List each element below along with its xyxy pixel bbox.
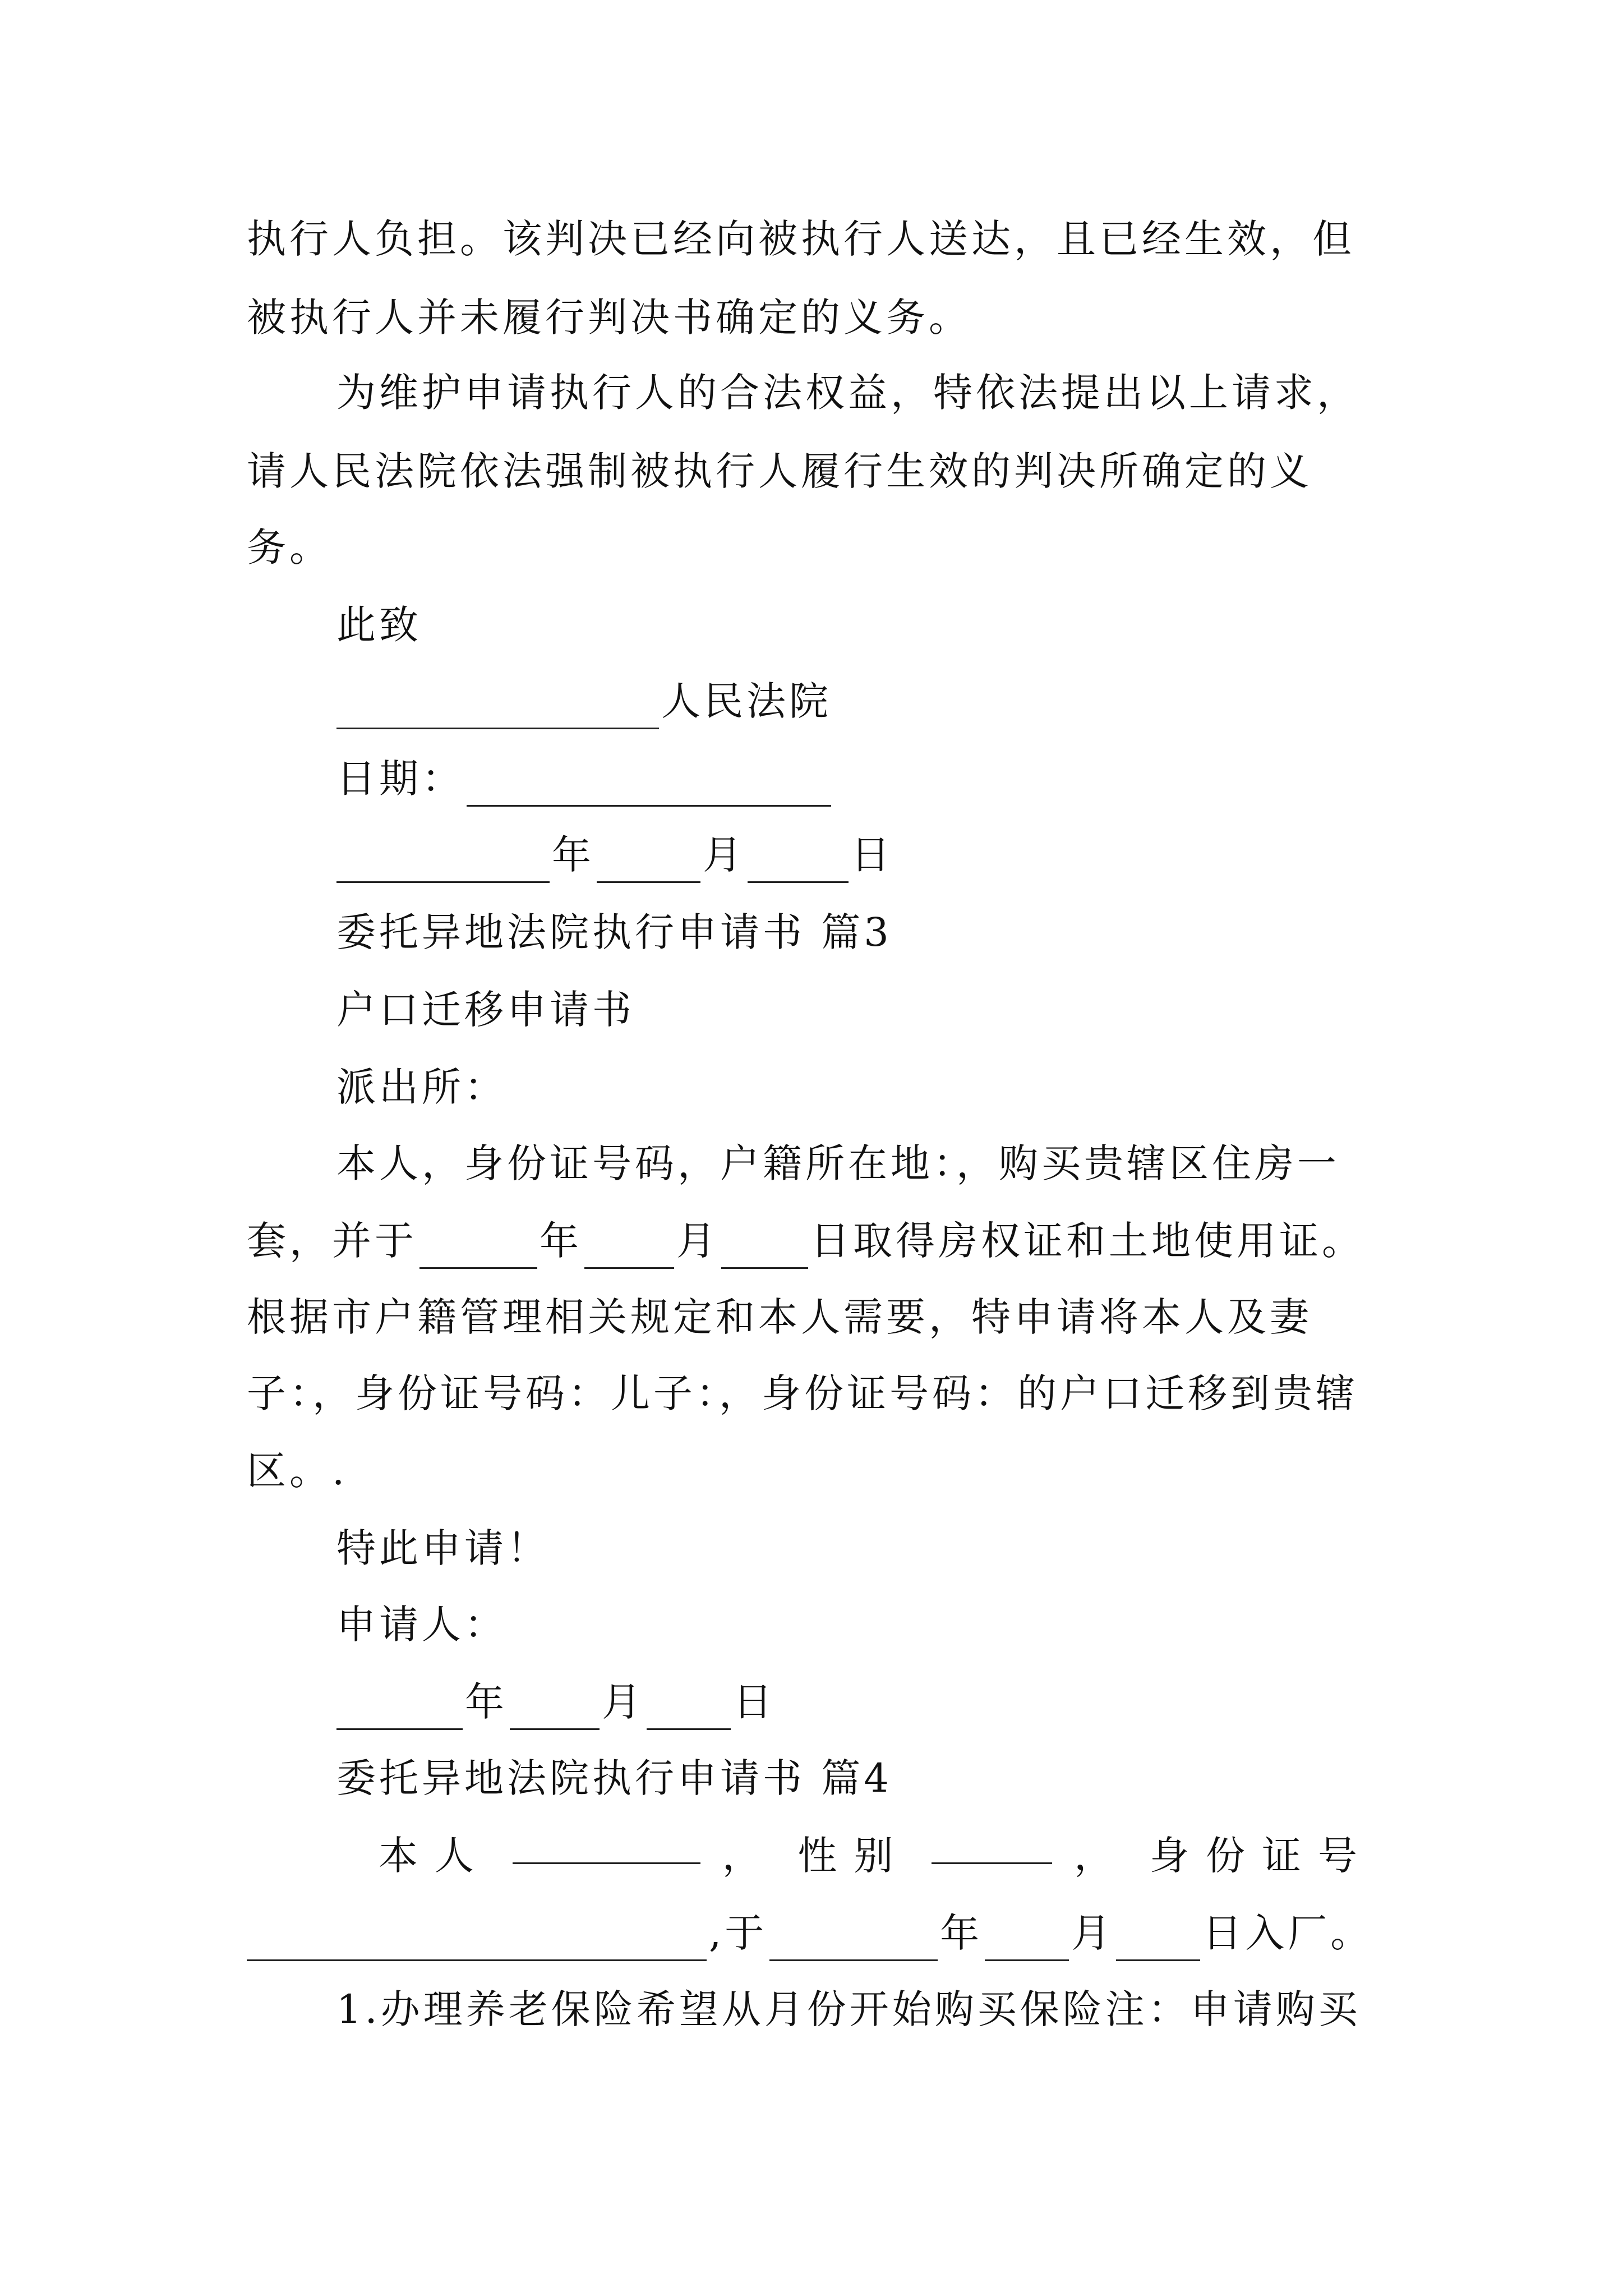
- paragraph-line: [336, 1135, 1374, 1191]
- text: 月: [703, 832, 745, 878]
- paragraph-line: [336, 1981, 1374, 2037]
- paragraph-line: [247, 289, 971, 346]
- section-heading: [336, 904, 892, 960]
- text: 1.办理养老保险希望从月份开始购买保险注：申请购买: [336, 1986, 1361, 2032]
- text: 执行人负担。该判决已经向被执行人送达，且已经生效，但: [247, 216, 1355, 262]
- paragraph-line: [379, 1828, 1374, 1884]
- closing: [336, 1520, 550, 1576]
- blank-day: [1116, 1925, 1200, 1961]
- text: 委托异地法院执行申请书 篇3: [336, 909, 892, 955]
- addressee: [336, 1059, 507, 1115]
- text: 日期：: [336, 756, 464, 802]
- text: 区。.: [247, 1448, 348, 1494]
- paragraph-line: [247, 211, 1374, 267]
- text: 务。: [247, 524, 332, 570]
- blank-day: [647, 1694, 731, 1730]
- text: 性别: [797, 1833, 910, 1879]
- text: 日入厂。: [1202, 1910, 1373, 1956]
- court-line: [336, 673, 832, 729]
- paragraph-line: [247, 1365, 1374, 1421]
- section-heading: [336, 1750, 892, 1806]
- blank-month: [584, 1232, 674, 1269]
- blank-year: [769, 1925, 938, 1961]
- text: ，: [1074, 1833, 1131, 1879]
- text: 年: [465, 1679, 508, 1725]
- text: 请人民法院依法强制被执行人履行生效的判决所确定的义: [247, 448, 1312, 494]
- text: 日: [851, 832, 893, 878]
- text: 日取得房权证和土地使用证。: [810, 1218, 1364, 1264]
- paragraph-line: [247, 519, 332, 576]
- text: 此致: [336, 602, 422, 648]
- text: 年: [940, 1910, 983, 1956]
- date-line: [336, 751, 833, 807]
- blank-gender: [932, 1828, 1052, 1864]
- paragraph-line: [247, 443, 1312, 499]
- paragraph-line: [336, 365, 1359, 421]
- text: 本人: [379, 1833, 491, 1879]
- blank-year: [419, 1232, 537, 1269]
- blank-year: [336, 1694, 463, 1730]
- text: 月: [602, 1679, 644, 1725]
- paragraph-line: [247, 1213, 1364, 1269]
- text: 根据市户籍管理相关规定和本人需要，特申请将本人及妻: [247, 1294, 1312, 1340]
- blank-month: [597, 846, 700, 883]
- doc-title: [336, 982, 635, 1038]
- text: 年: [540, 1218, 582, 1264]
- blank-day: [721, 1232, 808, 1269]
- salutation: [336, 597, 422, 653]
- text: 户口迁移申请书: [336, 987, 635, 1033]
- text: 年: [552, 832, 594, 878]
- text: 特此申请！: [336, 1525, 550, 1571]
- blank-month: [510, 1694, 600, 1730]
- blank-month: [985, 1925, 1069, 1961]
- blank-day: [748, 846, 849, 883]
- text: 委托异地法院执行申请书 篇4: [336, 1755, 892, 1801]
- text: 子：，身份证号码：儿子：，身份证号码：的户口迁移到贵辖: [247, 1370, 1358, 1416]
- blank-court: [336, 693, 659, 729]
- text: ，: [722, 1833, 778, 1879]
- text: 身份证号: [1149, 1833, 1374, 1879]
- text: 本人，身份证号码，户籍所在地：，购买贵辖区住房一: [336, 1140, 1340, 1186]
- blank-date: [467, 770, 831, 807]
- text: 人民法院: [661, 678, 832, 724]
- text: 被执行人并未履行判决书确定的义务。: [247, 295, 971, 341]
- blank-id-number: [247, 1925, 707, 1961]
- text: 套，并于: [247, 1218, 417, 1264]
- text: 派出所：: [336, 1064, 507, 1110]
- date-ymd-line: [336, 827, 893, 883]
- paragraph-line: [247, 1289, 1374, 1345]
- blank-year: [336, 846, 550, 883]
- date-ymd-line: [336, 1674, 776, 1730]
- paragraph-line: [247, 1443, 348, 1499]
- text: 月: [676, 1218, 719, 1264]
- blank-name: [513, 1828, 700, 1864]
- text: 申请人：: [336, 1602, 507, 1648]
- text: 为维护申请执行人的合法权益，特依法提出以上请求，: [336, 370, 1359, 416]
- applicant-line: [336, 1596, 507, 1653]
- text: 月: [1071, 1910, 1114, 1956]
- text: 日: [733, 1679, 776, 1725]
- paragraph-line: [247, 1905, 1373, 1961]
- text: ,于: [709, 1910, 768, 1956]
